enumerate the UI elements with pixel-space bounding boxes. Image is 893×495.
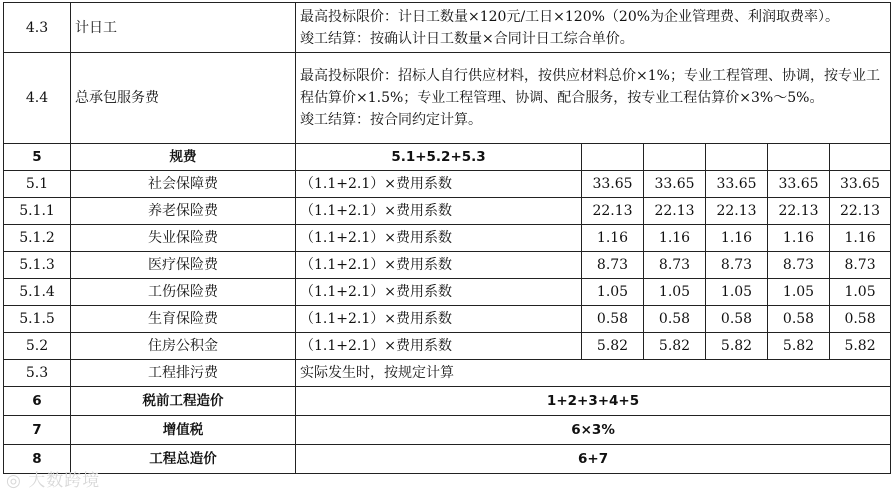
rate-cell: 22.13	[768, 198, 830, 225]
calc-basis: 6×3%	[296, 416, 891, 445]
row-number: 5.1.5	[4, 306, 71, 333]
rate-cell: 22.13	[830, 198, 891, 225]
rate-cell: 33.65	[830, 171, 891, 198]
rate-cell: 5.82	[644, 333, 706, 360]
rate-cell: 1.05	[706, 279, 768, 306]
table-row	[4, 333, 891, 360]
rate-cell: 1.05	[644, 279, 706, 306]
rate-cell: 1.05	[830, 279, 891, 306]
fee-name: 工程排污费	[71, 360, 296, 387]
table-row	[4, 445, 891, 474]
description-line: 竣工结算：按合同约定计算。	[300, 112, 482, 128]
row-number: 5.3	[4, 360, 71, 387]
fee-table	[3, 2, 891, 474]
table-row	[4, 198, 891, 225]
fee-name: 养老保险费	[71, 198, 296, 225]
table-row	[4, 53, 891, 144]
calc-basis: （1.1+2.1）×费用系数	[296, 333, 582, 360]
rate-cell: 0.58	[706, 306, 768, 333]
row-number: 5.2	[4, 333, 71, 360]
fee-name: 规费	[71, 144, 296, 171]
rate-cell: 1.16	[768, 225, 830, 252]
rate-cell: 8.73	[768, 252, 830, 279]
row-number: 4.3	[4, 3, 71, 53]
calc-basis: 5.1+5.2+5.3	[296, 144, 582, 171]
table-row	[4, 171, 891, 198]
table-row	[4, 3, 891, 53]
rate-cell: 0.58	[768, 306, 830, 333]
rate-cell	[644, 144, 706, 171]
rate-cell: 1.16	[582, 225, 644, 252]
calc-basis: （1.1+2.1）×费用系数	[296, 198, 582, 225]
fee-name: 工程总造价	[71, 445, 296, 474]
calc-basis: （1.1+2.1）×费用系数	[296, 279, 582, 306]
row-number: 7	[4, 416, 71, 445]
rate-cell: 0.58	[644, 306, 706, 333]
description-line: 竣工结算：按确认计日工数量×合同计日工综合单价。	[300, 30, 634, 47]
table-row	[4, 306, 891, 333]
row-number: 8	[4, 445, 71, 474]
rate-cell: 1.05	[768, 279, 830, 306]
rate-cell: 1.16	[830, 225, 891, 252]
table-row	[4, 279, 891, 306]
calc-basis: 实际发生时，按规定计算	[296, 360, 891, 387]
fee-name: 增值税	[71, 416, 296, 445]
fee-name: 社会保障费	[71, 171, 296, 198]
row-number: 5	[4, 144, 71, 171]
row-number: 5.1.3	[4, 252, 71, 279]
fee-name: 失业保险费	[71, 225, 296, 252]
rate-cell: 22.13	[644, 198, 706, 225]
fee-name: 生育保险费	[71, 306, 296, 333]
rate-cell: 5.82	[582, 333, 644, 360]
table-row	[4, 416, 891, 445]
table-row	[4, 144, 891, 171]
rate-cell	[768, 144, 830, 171]
table-row	[4, 225, 891, 252]
table-row	[4, 387, 891, 416]
rate-cell: 1.05	[582, 279, 644, 306]
fee-name: 计日工	[71, 3, 296, 53]
row-number: 5.1.2	[4, 225, 71, 252]
row-number: 5.1	[4, 171, 71, 198]
rate-cell: 1.16	[644, 225, 706, 252]
row-number: 4.4	[4, 53, 71, 144]
table-row	[4, 360, 891, 387]
description-line: 最高投标限价：招标人自行供应材料，按供应材料总价×1%；专业工程管理、协调，按专业工程估算价×1.5%；专业工程管理、协调、配合服务，按专业工程估算价×3%～5%。	[300, 68, 880, 106]
rate-cell: 33.65	[644, 171, 706, 198]
calc-basis: 1+2+3+4+5	[296, 387, 891, 416]
rate-cell: 1.16	[706, 225, 768, 252]
row-number: 5.1.4	[4, 279, 71, 306]
watermark-text: 大数跨境	[28, 471, 101, 491]
rate-cell	[582, 144, 644, 171]
rate-cell: 5.82	[830, 333, 891, 360]
table-row	[4, 252, 891, 279]
rate-cell: 8.73	[582, 252, 644, 279]
rate-cell	[706, 144, 768, 171]
calc-basis: （1.1+2.1）×费用系数	[296, 306, 582, 333]
calc-basis: （1.1+2.1）×费用系数	[296, 252, 582, 279]
description-line: 最高投标限价：计日工数量×120元/工日×120%（20%为企业管理费、利润取费率）。	[300, 8, 840, 25]
row-number: 5.1.1	[4, 198, 71, 225]
fee-name: 税前工程造价	[71, 387, 296, 416]
rate-cell: 22.13	[582, 198, 644, 225]
rate-cell: 8.73	[706, 252, 768, 279]
calc-basis: （1.1+2.1）×费用系数	[296, 171, 582, 198]
fee-name: 工伤保险费	[71, 279, 296, 306]
row-number: 6	[4, 387, 71, 416]
rate-cell: 33.65	[706, 171, 768, 198]
calc-description	[296, 53, 891, 144]
rate-cell: 5.82	[768, 333, 830, 360]
fee-name: 总承包服务费	[71, 53, 296, 144]
calc-basis: （1.1+2.1）×费用系数	[296, 225, 582, 252]
calc-description	[296, 3, 891, 53]
rate-cell: 5.82	[706, 333, 768, 360]
fee-name: 医疗保险费	[71, 252, 296, 279]
rate-cell: 33.65	[582, 171, 644, 198]
fee-name: 住房公积金	[71, 333, 296, 360]
rate-cell: 0.58	[830, 306, 891, 333]
rate-cell: 8.73	[644, 252, 706, 279]
calc-basis: 6+7	[296, 445, 891, 474]
watermark-logo-icon: ◎	[6, 471, 22, 491]
rate-cell: 8.73	[830, 252, 891, 279]
rate-cell: 33.65	[768, 171, 830, 198]
rate-cell	[830, 144, 891, 171]
rate-cell: 0.58	[582, 306, 644, 333]
rate-cell: 22.13	[706, 198, 768, 225]
